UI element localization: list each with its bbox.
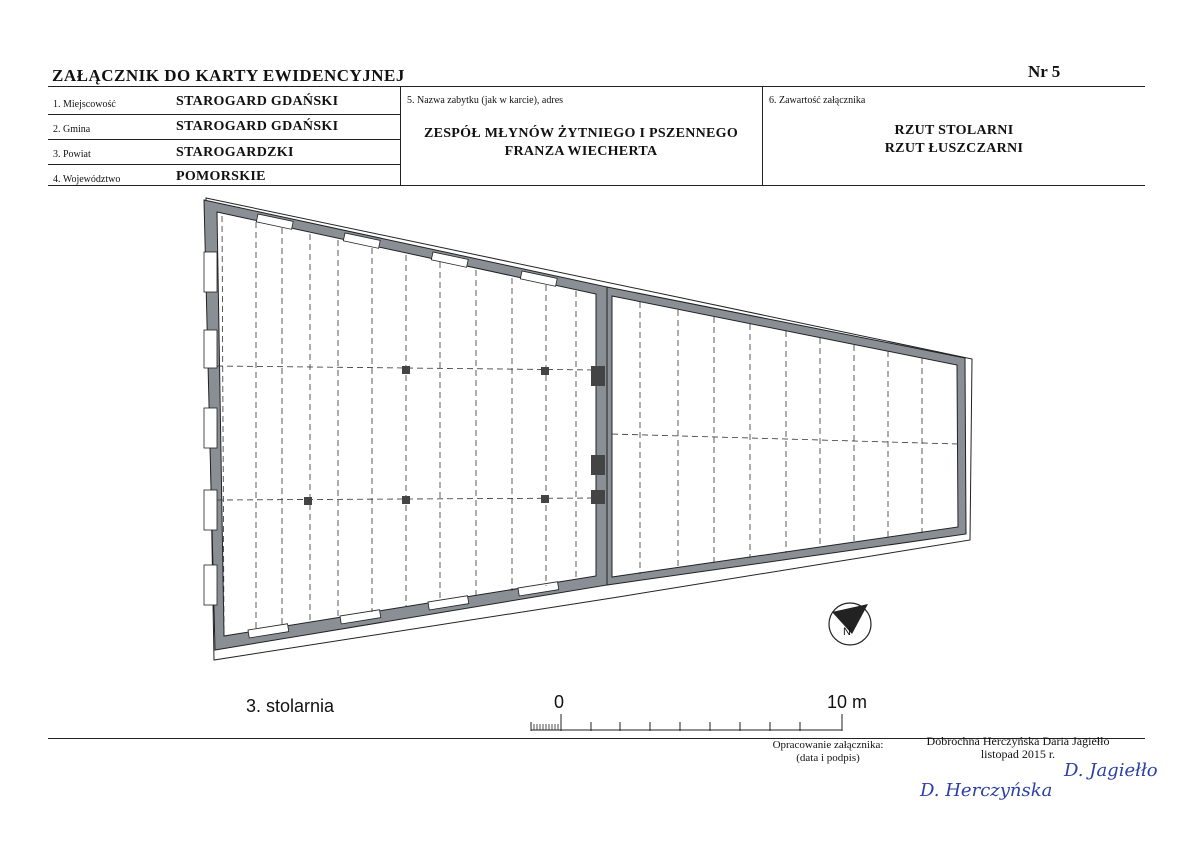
monument-line-1: ZESPÓŁ MŁYNÓW ŻYTNIEGO I PSZENNEGO	[423, 126, 739, 141]
scale-start-label: 0	[554, 692, 565, 712]
field-label-miejscowosc: 1. Miejscowość	[53, 99, 116, 110]
signature-jagiello: D. Jagiełło	[1064, 760, 1158, 781]
field-value-wojewodztwo: POMORSKIE	[176, 169, 266, 184]
monument-label: 5. Nazwa zabytku (jak w karcie), adres	[407, 95, 564, 106]
prepared-label	[770, 739, 886, 765]
contents-label: 6. Zawartość załącznika	[769, 95, 866, 106]
field-value-powiat: STAROGARDZKI	[176, 145, 294, 160]
signature-herczynska: D. Herczyńska	[920, 780, 1053, 801]
prepared-label-line-1: Opracowanie załącznika:	[772, 739, 884, 751]
contents-line-1: RZUT STOLARNI	[894, 123, 1014, 138]
field-value-miejscowosc: STAROGARD GDAŃSKI	[176, 94, 339, 109]
attachment-number: Nr 5	[1028, 62, 1061, 81]
field-label-powiat: 3. Powiat	[53, 149, 91, 160]
scale-bar-fine-ticks	[534, 724, 558, 730]
monument-line-2: FRANZA WIECHERTA	[504, 144, 658, 159]
field-value-gmina: STAROGARD GDAŃSKI	[176, 119, 339, 134]
page-title: ZAŁĄCZNIK DO KARTY EWIDENCYJNEJ	[52, 66, 405, 85]
prepared-label-line-2: (data i podpis)	[796, 752, 860, 764]
prepared-date: listopad 2015 r.	[980, 747, 1056, 761]
north-label: N	[843, 626, 851, 638]
authors-names: Dobrochna Herczyńska Daria Jagiełło	[926, 734, 1110, 748]
field-label-wojewodztwo: 4. Województwo	[53, 174, 121, 185]
authors-block	[900, 735, 1136, 761]
north-arrow	[829, 603, 871, 645]
field-label-gmina: 2. Gmina	[53, 124, 91, 135]
drawing-caption: 3. stolarnia	[246, 696, 335, 716]
contents-line-2: RZUT ŁUSZCZARNI	[884, 141, 1024, 156]
scale-end-label: 10 m	[827, 692, 868, 712]
luszczarnia-interior	[612, 296, 958, 577]
scale-bar	[531, 714, 842, 731]
